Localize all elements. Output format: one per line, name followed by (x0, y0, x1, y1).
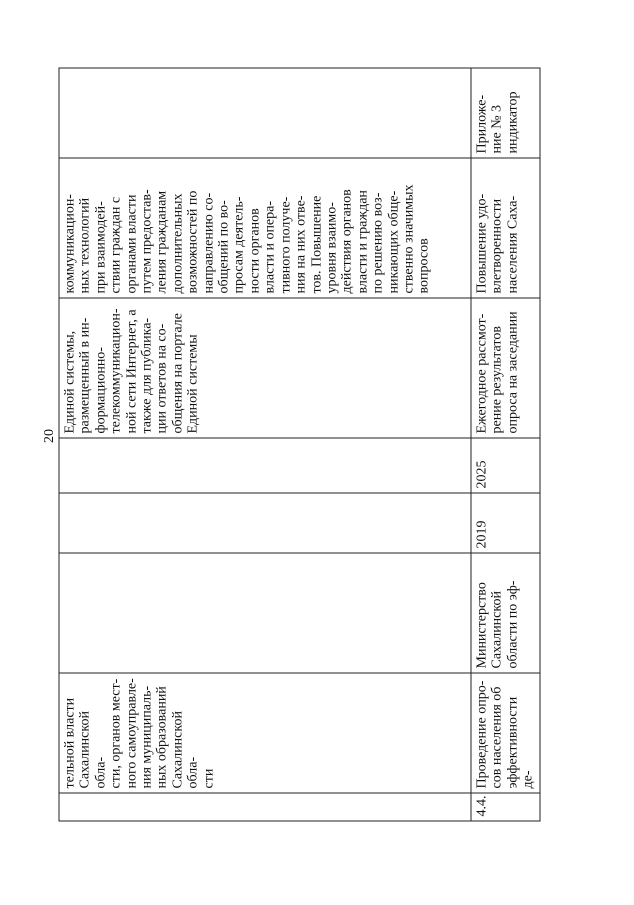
cell-event (59, 673, 471, 793)
cell-num-text: 4.4. (474, 795, 490, 817)
cell-link (471, 68, 540, 158)
cell-effect (59, 158, 471, 298)
cell-start (471, 493, 540, 553)
cell-num (471, 793, 540, 821)
cell-start-text: 2019 (474, 520, 490, 549)
cell-result (471, 298, 540, 438)
cell-executor-text: Министерство Сахалинской области по эф- (474, 580, 521, 669)
cell-start (59, 493, 471, 553)
cell-effect-text: Повышение удо- влетворенности населения Саха- (474, 193, 521, 294)
cell-num (59, 793, 471, 821)
cell-executor (59, 553, 471, 673)
cell-result (59, 298, 471, 438)
measures-table (59, 68, 541, 822)
cell-effect (471, 158, 540, 298)
cell-link (59, 68, 471, 158)
cell-result-text: Ежегодное рассмот- рение результатов опроса на заседании (474, 311, 521, 434)
cell-result-text: Единой системы, размещенный в ин- формационно- телекоммуникацион- ной сети Интернет, а также для публика- ции ответов на со- общения на портале Единой системы (62, 308, 201, 434)
cell-end (59, 438, 471, 493)
table-row (471, 68, 540, 821)
cell-event-text: тельной власти Сахалинской обла- сти, органов мест- ного самоуправле- ния муниципаль- ных образований Сахалинской обла- сти (62, 678, 217, 789)
page-number: 20 (42, 429, 57, 443)
rotated-table-sheet (59, 69, 534, 822)
cell-end-text: 2025 (474, 460, 490, 489)
cell-link-text: Приложе- ние № 3 индикатор (474, 91, 521, 154)
cell-event (471, 673, 540, 793)
table-row (59, 68, 471, 821)
cell-event-text: Проведение опро- сов населения об эффективности де- (474, 680, 536, 789)
cell-end (471, 438, 540, 493)
cell-effect-text: коммуникацион- ных технологий при взаимодей- ствии граждан с органами власти путем предостав- ления гражданам дополнительных возможностей по направлению со- общений по во- просам деятель- ности органов власти и опера- тивного получе- ния на них отве- тов. Повышение уровня взаимо- действия органов власти и граждан по решению воз- никающих обще- ственно значимых вопросов (62, 184, 432, 294)
cell-executor (471, 553, 540, 673)
